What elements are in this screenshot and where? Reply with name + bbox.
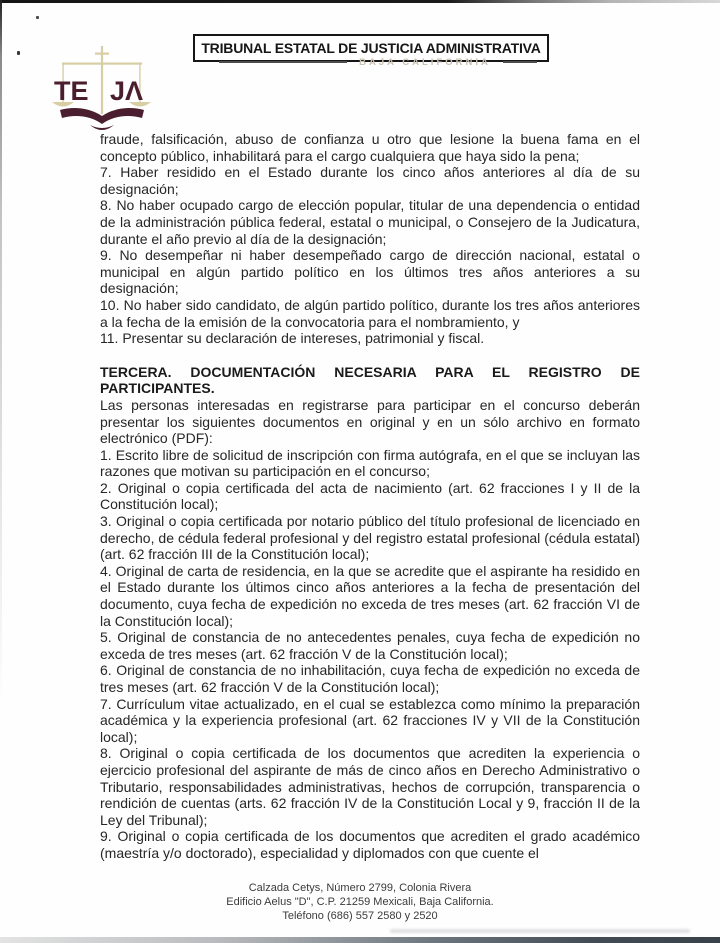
scan-edge-bottom	[0, 937, 720, 943]
document-body	[100, 131, 640, 862]
section-heading: TERCERA. DOCUMENTACIÓN NECESARIA PARA EL REGISTRO DE PARTICIPANTES.	[100, 363, 640, 397]
paragraph: 5. Original de constancia de no antecedentes penales, cuya fecha de expedición no exceda de tres meses (art. 62 fracción V de la Constitución local);	[100, 629, 640, 662]
scan-speck	[36, 16, 39, 19]
paragraph: 11. Presentar su declaración de intereses, patrimonial y fiscal.	[100, 330, 485, 347]
paragraph: 2. Original o copia certificada del acta de nacimiento (art. 62 fracciones I y II de la Constitución local);	[100, 479, 640, 513]
paragraph: 8. Original o copia certificada de los documentos que acrediten la experiencia o ejercicio profesional del aspirante de más de cinco años en Derecho Administrativo o Tributario, responsabilidades administrativas, hechos de corrupción, transparencia o rendición de cuentas (arts. 62 fracción IV de la Constitución Local y 9, fracción II de la Ley del Tribunal);	[100, 745, 640, 828]
paragraph: 1. Escrito libre de solicitud de inscripción con firma autógrafa, en el que se incluyan las razones que motivan su participación en el concurso;	[100, 446, 640, 480]
paragraph: 7. Haber residido en el Estado durante los cinco años anteriores al día de su designación;	[100, 164, 640, 197]
scan-edge-left	[0, 0, 2, 943]
paragraph: 3. Original o copia certificada por notario público del título profesional de licenciado en derecho, de cédula federal profesional y del registro estatal profesional (cédula estatal) (art. 62 fracción III de la Constitución local);	[100, 513, 640, 563]
decorative-rule-right	[503, 61, 537, 63]
org-region: BAJA CALIFORNIA	[359, 56, 491, 68]
org-name: TRIBUNAL ESTATAL DE JUSTICIA ADMINISTRATIVA	[201, 40, 541, 56]
logo-letters-right: JΛ	[110, 76, 144, 106]
paragraph: 9. No desempeñar ni haber desempeñado cargo de dirección nacional, estatal o municipal en algún partido político en los últimos tres años anteriores a su designación;	[100, 247, 640, 297]
org-region-strip	[219, 57, 537, 67]
teja-logo	[50, 46, 158, 138]
paragraph: 8. No haber ocupado cargo de elección popular, titular de una dependencia o entidad de la administración pública federal, estatal o municipal, o Consejero de la Judicatura, durante el año previo al día de la designación;	[100, 197, 640, 247]
paragraph: Las personas interesadas en registrarse para participar en el concurso deberán presentar los siguientes documentos en original y en un sólo archivo en formato electrónico (PDF):	[100, 396, 640, 447]
footer-phone-line: Teléfono (686) 557 2580 y 2520	[282, 909, 438, 922]
scan-speck	[17, 51, 20, 55]
scan-smudge	[390, 929, 690, 933]
decorative-rule-left	[219, 61, 347, 63]
footer	[0, 882, 720, 923]
scan-edge-top	[0, 0, 720, 3]
logo-letters-left: TE	[54, 76, 89, 106]
paragraph: fraude, falsificación, abuso de confianza u otro que lesione la buena fama en el concepto público, inhabilitará para el cargo cualquiera que haya sido la pena;	[100, 131, 640, 164]
paragraph: 10. No haber sido candidato, de algún partido político, durante los tres años anteriores a la fecha de la emisión de la convocatoria para el nombramiento, y	[100, 296, 640, 330]
paragraph: 7. Currículum vitae actualizado, en el cual se establezca como mínimo la preparación académica y la experiencia profesional (art. 62 fracciones IV y VII de la Constitución local);	[100, 695, 640, 745]
footer-building-line: Edificio Aelus "D", C.P. 21259 Mexicali, Baja California.	[226, 895, 494, 908]
footer-address-line: Calzada Cetys, Número 2799, Colonia Rivera	[248, 882, 472, 894]
paragraph: 6. Original de constancia de no inhabilitación, cuya fecha de expedición no exceda de tres meses (art. 62 fracción V de la Constitución local);	[100, 662, 640, 695]
paragraph: 4. Original de carta de residencia, en la que se acredite que el aspirante ha residido en el Estado durante los últimos cinco años anteriores a la fecha de presentación del documento, cuya fecha de expedición no exceda de tres meses (art. 62 fracción VI de la Constitución local);	[100, 562, 640, 629]
paragraph: 9. Original o copia certificada de los documentos que acrediten el grado académico (maestría y/o doctorado), especialidad y diplomados con que cuente el	[100, 828, 640, 861]
